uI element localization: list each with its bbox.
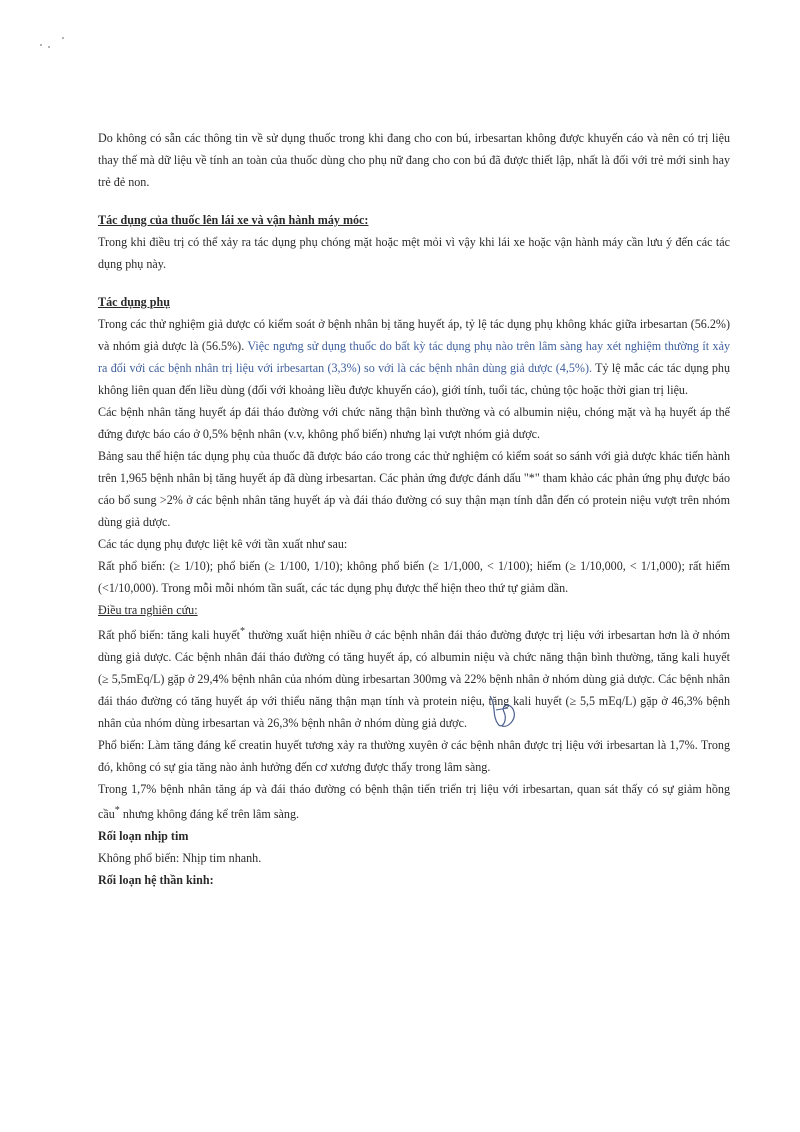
side-effects-paragraph-2: Các bệnh nhân tăng huyết áp đái tháo đường với chức năng thận bình thường và có albumin niệu, chóng mặt và hạ huyết áp thế đứng được báo cáo ở 0,5% bệnh nhân (v.v, không phổ biến) nhưng lại vượt nhóm giả dược.: [98, 405, 730, 441]
document-page: [98, 127, 730, 891]
investigation-paragraph-3: [98, 778, 730, 825]
handwritten-signature: [478, 690, 530, 734]
side-effects-text-c: Tỷ lệ mắc các tác dụng phụ không liên quan đến liều dùng (đối với khoảng liều được khuyến cáo), giới tính, tuổi tác, chủng tộc hoặc thời gian trị liệu.: [98, 361, 730, 397]
driving-heading: Tác dụng của thuốc lên lái xe và vận hành máy móc:: [98, 213, 369, 227]
investigation-heading: Điều tra nghiên cứu:: [98, 603, 198, 617]
investigation-text-3a: Trong 1,7% bệnh nhân tăng áp và đái tháo đường có bệnh thận tiến triển trị liệu với irbesartan, quan sát thấy có sự giảm hồng cầu: [98, 782, 730, 822]
driving-paragraph: Trong khi điều trị có thể xảy ra tác dụng phụ chóng mặt hoặc mệt mỏi vì vậy khi lái xe hoặc vận hành máy cần lưu ý đến các tác dụng phụ này.: [98, 235, 730, 271]
side-effects-paragraph-4: Các tác dụng phụ được liệt kê với tần xuất như sau:: [98, 537, 348, 551]
investigation-text-a: Rất phổ biến: tăng kali huyết: [98, 628, 240, 643]
cardiac-heading: Rối loạn nhịp tim: [98, 829, 189, 844]
footnote-marker: *: [239, 626, 245, 637]
nervous-system-heading: Rối loạn hệ thần kinh:: [98, 873, 214, 888]
side-effects-paragraph-1: [98, 313, 730, 401]
investigation-text-b: thường xuất hiện nhiều ở các bệnh nhân đái tháo đường được trị liệu với irbesartan hơn là ở nhóm dùng giả dược. Các bệnh nhân đái tháo đường có tăng huyết áp, có albumin niệu và chức năng thận bình thường, tăng kali huyết (≥ 5,5mEq/L) gặp ở 29,4% bệnh nhân của nhóm dùng irbesartan 300mg và 22% bệnh nhân ở nhóm dùng giả dược. Các bệnh nhân đái tháo đường có tăng huyết áp với thiểu năng thận mạn tính và protein niệu, tăng kali huyết (≥ 5,5 mEq/L) gặp ở 46,3% bệnh nhân của nhóm dùng irbesartan và 26,3% bệnh nhân ở nhóm dùng giả dược.: [98, 628, 730, 731]
side-effects-text-highlighted: Việc ngưng sử dụng thuốc do bất kỳ tác dụng phụ nào trên lâm sàng hay xét nghiệm thường ít xảy ra đối với các bệnh nhân trị liệu với irbesartan (3,3%) so với là các bệnh nhân dùng giả dược (4,5%).: [98, 339, 730, 375]
cardiac-paragraph: Không phổ biến: Nhịp tim nhanh.: [98, 851, 262, 866]
investigation-paragraph-2: Phổ biến: Làm tăng đáng kể creatin huyết tương xảy ra thường xuyên ở các bệnh nhân được trị liệu với irbesartan là 1,7%. Trong đó, không có sự gia tăng nào ảnh hưởng đến cơ xương được thấy trong lâm sàng.: [98, 738, 730, 775]
breastfeeding-paragraph: Do không có sẵn các thông tin về sử dụng thuốc trong khi đang cho con bú, irbesartan không được khuyến cáo và nên có trị liệu thay thế mà dữ liệu về tính an toàn của thuốc dùng cho phụ nữ đang cho con bú đã được thiết lập, nhất là đối với trẻ mới sinh hay trẻ đẻ non.: [98, 131, 730, 189]
side-effects-heading: Tác dụng phụ: [98, 295, 170, 309]
investigation-paragraph-1: [98, 621, 730, 734]
side-effects-paragraph-3: Bảng sau thể hiện tác dụng phụ của thuốc đã được báo cáo trong các thử nghiệm có kiểm soát so sánh với giả dược khác tiến hành trên 1,965 bệnh nhân bị tăng huyết áp đã dùng irbesartan. Các phản ứng được đánh dấu "*" tham khảo các phản ứng phụ được báo cáo bổ sung >2% ở các bệnh nhân tăng huyết áp và đái tháo đường có suy thận mạn tính dẫn đến có protein niệu vượt trên nhóm dùng giả dược.: [98, 449, 730, 529]
frequency-definitions: Rất phổ biến: (≥ 1/10); phổ biến (≥ 1/100, 1/10); không phổ biến (≥ 1/1,000, < 1/100); hiếm (≥ 1/10,000, < 1/1,000); rất hiếm (<1/10,000). Trong mỗi mỗi nhóm tần suất, các tác dụng phụ được thể hiện theo thứ tự giảm dần.: [98, 559, 730, 595]
investigation-text-3b: nhưng không đáng kể trên lâm sàng.: [119, 807, 300, 822]
footnote-marker: *: [114, 805, 120, 817]
side-effects-text-a: Trong các thử nghiệm giả dược có kiểm soát ở bệnh nhân bị tăng huyết áp, tỷ lệ tác dụng phụ không khác giữa irbesartan (56.2%) và nhóm giả dược là (56.5%).: [98, 317, 730, 353]
